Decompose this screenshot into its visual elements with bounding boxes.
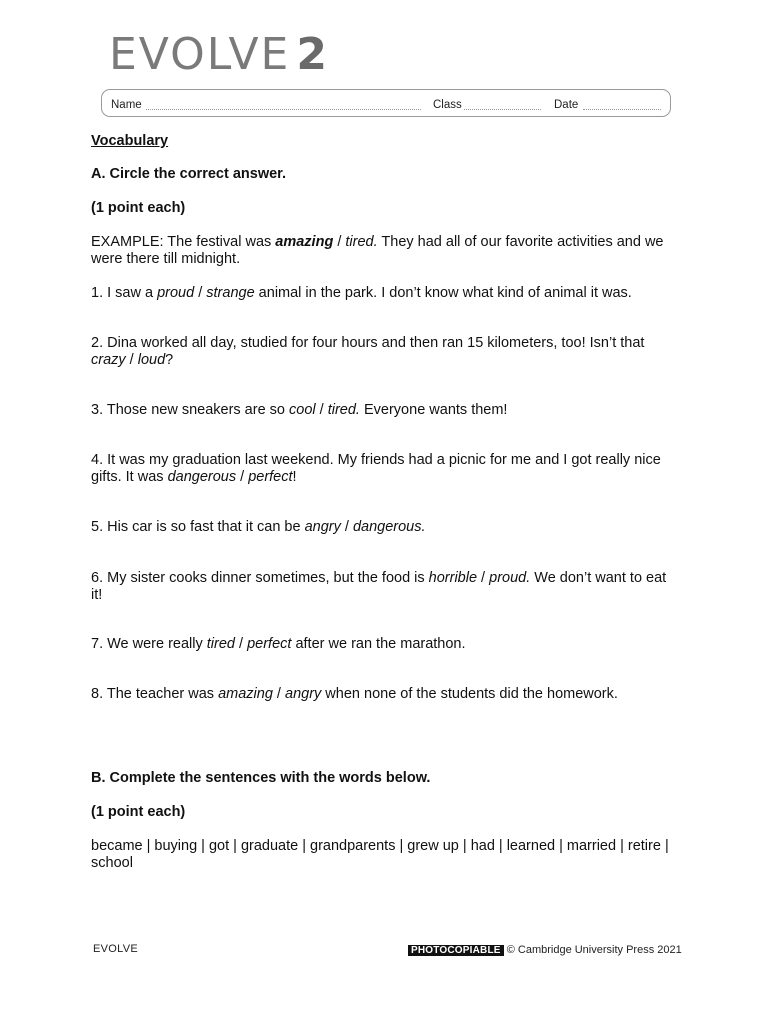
q8-text: 8. The teacher was — [91, 686, 219, 702]
question-6 — [91, 570, 681, 603]
q4-text-end: ! — [292, 468, 297, 485]
example-prefix: EXAMPLE: The festival was — [91, 234, 276, 250]
part-a-points: (1 point each) — [91, 200, 186, 216]
question-1 — [91, 285, 681, 302]
name-label: Name — [111, 99, 142, 111]
word-bank: became | buying | got | graduate | grandparents | grew up | had | learned | married | retire | school — [91, 838, 669, 871]
q2-option-2[interactable]: loud — [137, 351, 166, 368]
class-label: Class — [433, 99, 462, 111]
q3-option-1[interactable]: cool — [289, 402, 316, 418]
part-b-heading: B. Complete the sentences with the words below. — [91, 770, 431, 786]
q6-text-end: We don’t want to eat it! — [91, 570, 667, 603]
example-suffix: They had all of our favorite activities and we were there till midnight. — [91, 234, 664, 267]
brand-logo — [109, 29, 327, 80]
q1-text: 1. I saw a — [91, 285, 158, 301]
q5-option-2[interactable]: dangerous. — [352, 519, 426, 535]
q7-option-2[interactable]: perfect — [247, 636, 292, 652]
q8-separator: / — [272, 686, 285, 702]
question-3 — [91, 402, 681, 419]
q6-option-2[interactable]: proud. — [489, 570, 531, 586]
q6-option-1[interactable]: horrible — [428, 570, 478, 586]
q5-text: 5. His car is so fast that it can be — [91, 519, 305, 535]
q5-option-1[interactable]: angry — [304, 519, 341, 535]
q4-text: 4. It was my graduation last weekend. My friends had a picnic for me and I got really nice gifts. It was — [91, 452, 661, 485]
q4-option-2[interactable]: perfect — [248, 468, 293, 485]
footer-copyright-block — [408, 944, 682, 956]
q8-option-1[interactable]: amazing — [218, 686, 273, 702]
q3-text: 3. Those new sneakers are so — [91, 402, 290, 418]
example-option-1: amazing — [275, 234, 334, 250]
q1-text-end: animal in the park. I don’t know what kind of animal it was. — [254, 285, 632, 301]
brand-text: EVOLVE — [109, 29, 291, 80]
q3-option-2[interactable]: tired. — [327, 402, 360, 418]
q7-separator: / — [235, 636, 248, 652]
example-option-2: tired. — [345, 234, 378, 250]
q7-text-end: after we ran the marathon. — [291, 636, 466, 652]
date-label: Date — [554, 99, 579, 111]
q6-text: 6. My sister cooks dinner sometimes, but the food is — [91, 570, 429, 586]
photocopiable-badge: PHOTOCOPIABLE — [408, 945, 504, 956]
section-title: Vocabulary — [91, 133, 169, 149]
q1-separator: / — [194, 285, 207, 301]
q4-option-1[interactable]: dangerous — [167, 468, 237, 485]
question-2 — [91, 335, 681, 368]
part-b-points: (1 point each) — [91, 804, 186, 820]
question-5 — [91, 519, 681, 536]
q1-option-2[interactable]: strange — [206, 285, 255, 301]
q8-text-end: when none of the students did the homework. — [321, 686, 618, 702]
q2-separator: / — [125, 351, 138, 368]
q2-text: 2. Dina worked all day, studied for four hours and then ran 15 kilometers, too! Isn’t that — [91, 335, 645, 351]
date-field[interactable] — [583, 109, 661, 110]
q3-separator: / — [315, 402, 328, 418]
q5-separator: / — [340, 519, 353, 535]
brand-number: 2 — [296, 29, 327, 80]
footer-brand: EVOLVE — [93, 943, 139, 955]
q2-option-1[interactable]: crazy — [91, 351, 126, 368]
q2-text-end: ? — [165, 351, 174, 368]
name-field[interactable] — [146, 109, 421, 110]
q7-text: 7. We were really — [91, 636, 207, 652]
class-field[interactable] — [464, 109, 541, 110]
q8-option-2[interactable]: angry — [285, 686, 322, 702]
question-4 — [91, 452, 681, 485]
q7-option-1[interactable]: tired — [206, 636, 235, 652]
question-7 — [91, 636, 681, 653]
example-sentence — [91, 234, 681, 267]
q1-option-1[interactable]: proud — [157, 285, 195, 301]
example-separator: / — [333, 234, 346, 250]
q3-text-end: Everyone wants them! — [359, 402, 508, 418]
part-a-heading: A. Circle the correct answer. — [91, 166, 287, 182]
q6-separator: / — [477, 570, 490, 586]
q4-separator: / — [236, 468, 249, 485]
question-8 — [91, 686, 681, 703]
student-info-box — [101, 89, 671, 117]
copyright-text: © Cambridge University Press 2021 — [506, 944, 682, 956]
